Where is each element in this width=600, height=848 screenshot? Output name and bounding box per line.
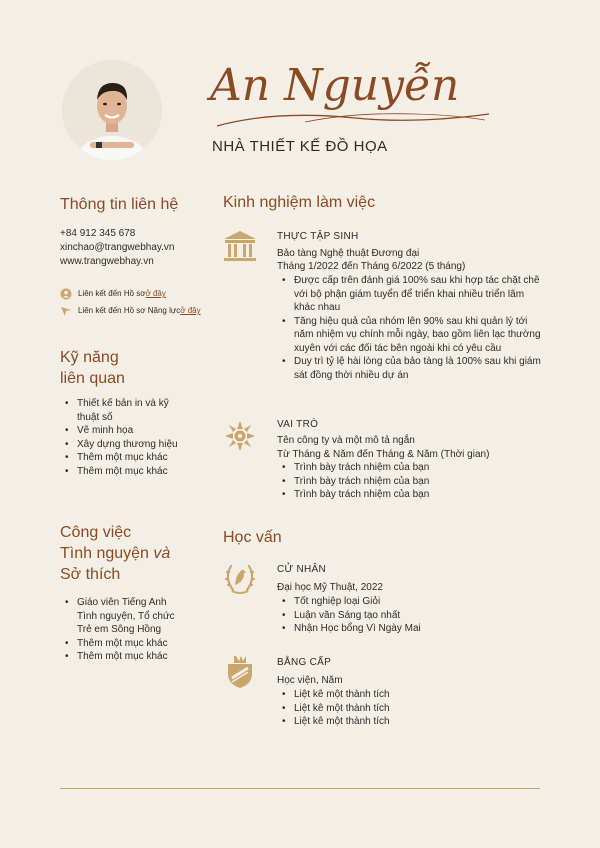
experience-heading: Kinh nghiệm làm việc (223, 194, 376, 211)
job-2-bullets (277, 461, 542, 502)
edu-2-title: BẰNG CẤP (277, 657, 332, 668)
contact-heading: Thông tin liên hệ (60, 196, 179, 213)
skill-item: • Thêm một mục khác (60, 451, 188, 465)
volunteer-heading-italic: và (153, 545, 171, 562)
ship-wheel-icon (222, 418, 258, 454)
profile-link-label: Liên kết đến Hồ sơ (78, 289, 146, 298)
job-2-bullet: • Trình bày trách nhiệm của bạn (277, 461, 542, 475)
edu-2-bullet: • Liệt kê một thành tích (277, 702, 542, 716)
contact-email[interactable]: xinchao@trangwebhay.vn (60, 242, 175, 253)
volunteer-heading-line1: Công việc (60, 524, 132, 541)
send-icon (60, 305, 72, 317)
volunteer-item: • Thêm một mục khác (60, 637, 188, 651)
portfolio-link-label: Liên kết đến Hồ sơ Năng lực (78, 306, 181, 315)
skills-list (60, 397, 188, 478)
volunteer-item: • Thêm một mục khác (60, 650, 188, 664)
volunteer-heading-word: Tình nguyện (60, 545, 154, 562)
profile-photo (62, 60, 162, 160)
portfolio-link-row (60, 305, 201, 317)
volunteer-item: • Giáo viên Tiếng Anh Tình nguyện, Tổ chức Trẻ em Sông Hồng (60, 596, 188, 637)
edu-2-bullet: • Liệt kê một thành tích (277, 688, 542, 702)
job-2-org: Tên công ty và một mô tả ngắn (277, 435, 415, 446)
candidate-name: An Nguyễn (210, 60, 460, 111)
footer-divider (60, 788, 540, 789)
job-1-bullet: • Được cấp trên đánh giá 100% sau khi hợp tác chặt chẽ với bộ phận giám tuyển để triển khai nhiều triển lãm khác nhau (277, 274, 542, 315)
skill-item: • Thêm một mục khác (60, 465, 188, 479)
edu-2-org: Học viện, Năm (277, 675, 343, 686)
volunteer-list (60, 596, 188, 664)
edu-1-bullet: • Nhận Học bổng Vì Ngày Mai (277, 622, 542, 636)
volunteer-heading-line3: Sở thích (60, 566, 121, 583)
job-1-bullet: • Duy trì tỷ lệ hài lòng của bảo tàng là 100% sau khi giám sát đồng thời nhiều dự án (277, 355, 542, 382)
job-1-bullets (277, 274, 542, 382)
profile-link[interactable]: ở đây (145, 289, 166, 298)
job-2-title: VAI TRÒ (277, 419, 319, 430)
profile-link-row (60, 288, 166, 300)
skill-item: • Xây dựng thương hiệu (60, 438, 188, 452)
edu-2-bullet: • Liệt kê một thành tích (277, 715, 542, 729)
job-1-org: Bảo tàng Nghệ thuật Đương đại (277, 248, 420, 259)
job-2-dates: Từ Tháng & Năm đến Tháng & Năm (Thời gian) (277, 449, 490, 460)
avatar (62, 60, 162, 160)
edu-2-bullets (277, 688, 542, 729)
edu-1-org: Đại học Mỹ Thuật, 2022 (277, 582, 383, 593)
museum-icon (222, 228, 258, 264)
job-title: NHÀ THIẾT KẾ ĐỒ HỌA (212, 138, 388, 155)
user-circle-icon (60, 288, 72, 300)
portfolio-link[interactable]: ở đây (180, 306, 201, 315)
volunteer-heading-line2 (60, 543, 170, 564)
job-1-dates: Tháng 1/2022 đến Tháng 6/2022 (5 tháng) (277, 261, 466, 272)
skills-heading-line2: liên quan (60, 370, 125, 387)
education-heading: Học vấn (223, 529, 282, 546)
contact-phone: +84 912 345 678 (60, 228, 136, 239)
contact-website[interactable]: www.trangwebhay.vn (60, 256, 154, 267)
crest-icon (222, 654, 258, 690)
skill-item: • Vẽ minh họa (60, 424, 188, 438)
skills-heading-line1: Kỹ năng (60, 349, 119, 366)
edu-1-bullets (277, 595, 542, 636)
volunteer-heading (60, 522, 170, 585)
job-1-title: THỰC TẬP SINH (277, 231, 359, 242)
job-2-bullet: • Trình bày trách nhiệm của bạn (277, 475, 542, 489)
job-2-bullet: • Trình bày trách nhiệm của bạn (277, 488, 542, 502)
edu-1-title: CỬ NHÂN (277, 564, 326, 575)
laurel-bird-icon (222, 560, 258, 596)
name-swash-decoration (215, 104, 495, 134)
job-1-bullet: • Tăng hiệu quả của nhóm lên 90% sau khi quản lý tới năm nhiệm vụ chính mỗi ngày, bao gồm liên lạc thường xuyên với các đối tác bên ngoài khi có yêu cầu (277, 315, 542, 356)
skill-item: • Thiết kế bản in và kỹ thuật số (60, 397, 188, 424)
edu-1-bullet: • Luận văn Sáng tạo nhất (277, 609, 542, 623)
skills-heading (60, 347, 125, 389)
edu-1-bullet: • Tốt nghiệp loại Giỏi (277, 595, 542, 609)
